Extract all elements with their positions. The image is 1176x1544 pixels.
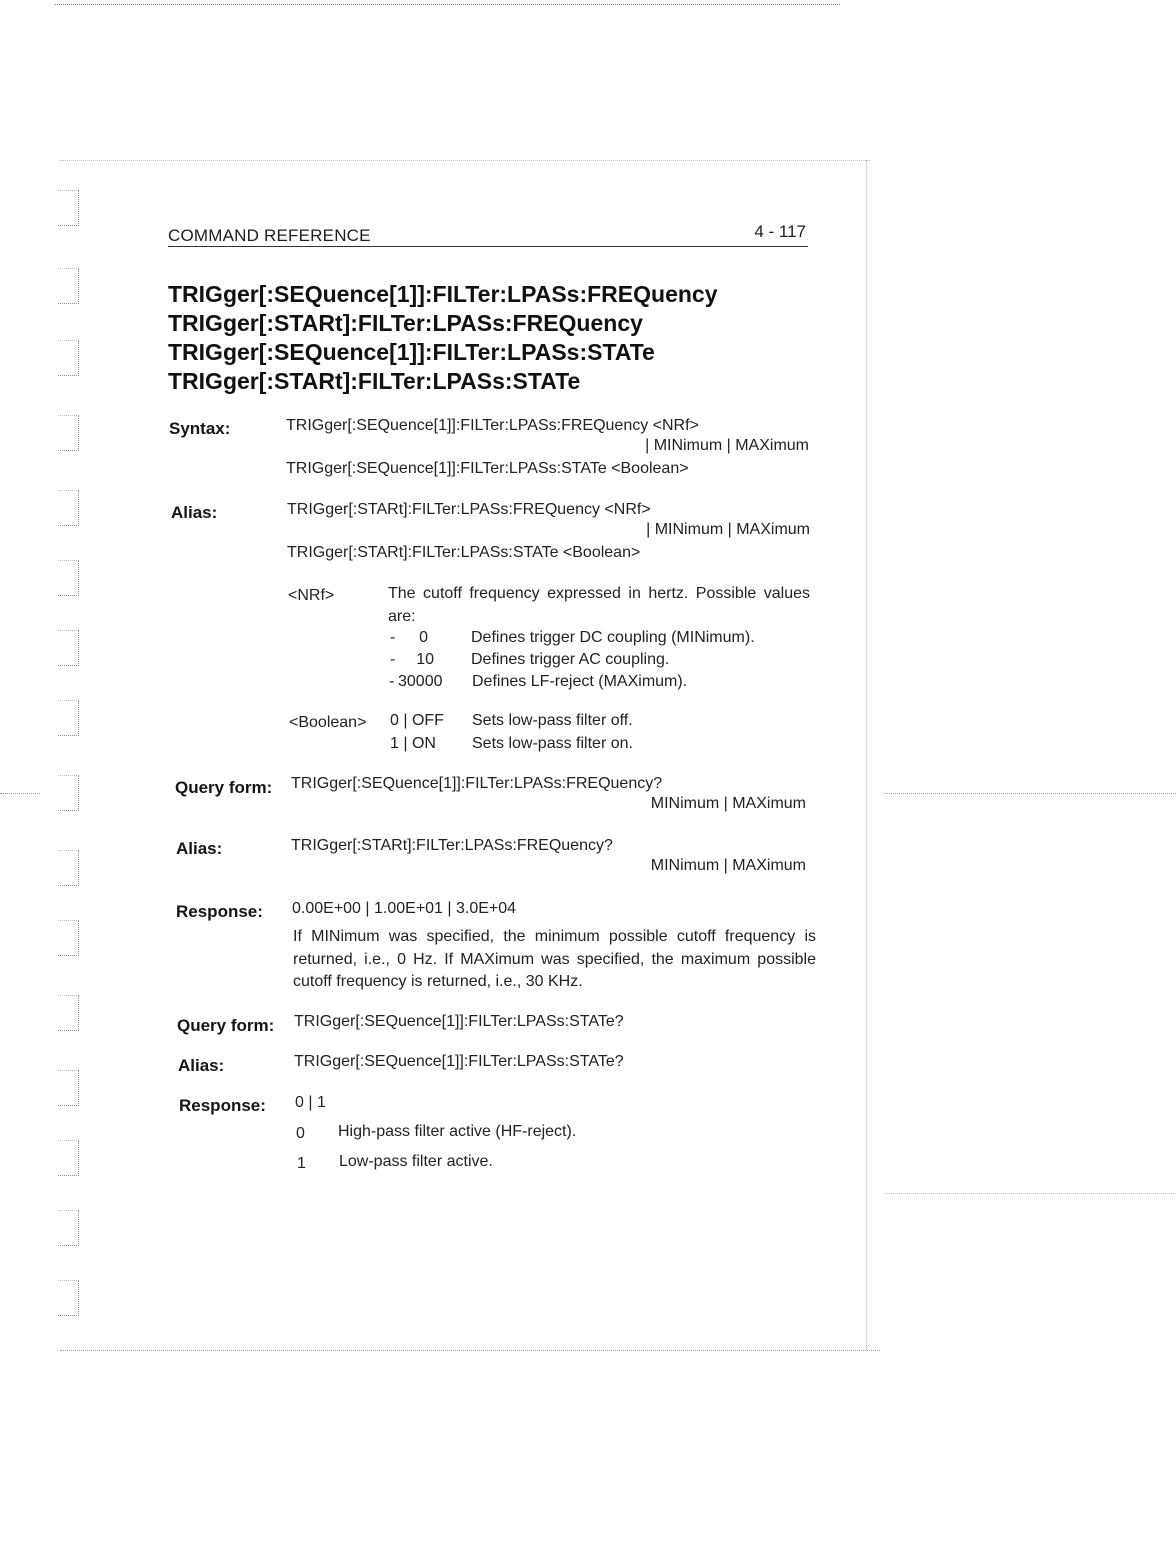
nrf-description: The cutoff frequency expressed in hertz. Possible values are:: [388, 585, 810, 625]
query-form-continuation: MINimum | MAXimum: [650, 795, 806, 812]
page-number: 4 - 117: [754, 222, 806, 241]
scan-line-right: [885, 793, 1176, 794]
response-item-meaning: Low-pass filter active.: [339, 1153, 493, 1170]
page-frame-bottom: [60, 1350, 880, 1351]
command-title: TRIGger[:SEQuence[1]]:FILTer:LPASs:STATe: [168, 339, 655, 365]
nrf-value: 10: [416, 651, 434, 668]
syntax-line-continuation: | MINimum | MAXimum: [645, 437, 809, 454]
response-item-value: 1: [297, 1155, 306, 1172]
page-frame-right: [866, 160, 867, 1350]
syntax-line: TRIGger[:SEQuence[1]]:FILTer:LPASs:FREQuency <NRf>: [286, 417, 699, 434]
alias-label: Alias:: [171, 503, 218, 522]
nrf-value: 30000: [398, 673, 443, 690]
response-item-meaning: High-pass filter active (HF-reject).: [338, 1123, 577, 1140]
page-frame-top: [60, 160, 870, 161]
alias-line-continuation: MINimum | MAXimum: [650, 857, 806, 874]
boolean-meaning: Sets low-pass filter on.: [472, 735, 633, 752]
boolean-param: <Boolean>: [289, 714, 367, 731]
boolean-meaning: Sets low-pass filter off.: [472, 712, 633, 729]
response-description: If MINimum was specified, the minimum possible cutoff frequency is returned, i.e., 0 Hz. If MAXimum was specified, the maximum possible cutoff frequency is returned, i.e., 30 KHz.: [293, 928, 816, 990]
nrf-value: 0: [419, 629, 428, 646]
section-title: COMMAND REFERENCE: [168, 226, 371, 245]
alias-line: TRIGger[:STARt]:FILTer:LPASs:FREQuency?: [291, 837, 613, 854]
command-title: TRIGger[:STARt]:FILTer:LPASs:STATe: [168, 368, 581, 394]
alias-label: Alias:: [176, 839, 223, 858]
nrf-meaning: Defines trigger AC coupling.: [471, 651, 670, 668]
response-item-value: 0: [296, 1125, 305, 1142]
query-form-line: TRIGger[:SEQuence[1]]:FILTer:LPASs:FREQuency?: [291, 775, 663, 792]
response-label: Response:: [176, 902, 263, 921]
running-header: [168, 224, 808, 247]
boolean-value: 1 | ON: [390, 735, 436, 752]
alias-line-continuation: | MINimum | MAXimum: [646, 521, 810, 538]
response-values: 0.00E+00 | 1.00E+01 | 3.0E+04: [292, 900, 517, 917]
command-titles: [168, 280, 718, 396]
query-form-label: Query form:: [175, 778, 273, 797]
scan-line-left: [0, 793, 40, 794]
response-values: 0 | 1: [295, 1094, 326, 1111]
command-title: TRIGger[:STARt]:FILTer:LPASs:FREQuency: [168, 310, 643, 336]
query-form-line: TRIGger[:SEQuence[1]]:FILTer:LPASs:STATe?: [294, 1013, 624, 1030]
boolean-value: 0 | OFF: [390, 712, 444, 729]
response-label: Response:: [179, 1096, 266, 1115]
syntax-label: Syntax:: [169, 419, 231, 438]
nrf-meaning: Defines trigger DC coupling (MINimum).: [471, 629, 755, 646]
alias-line: TRIGger[:STARt]:FILTer:LPASs:STATe <Boolean>: [287, 544, 641, 561]
command-title: TRIGger[:SEQuence[1]]:FILTer:LPASs:FREQuency: [168, 281, 718, 307]
nrf-dash: -: [390, 629, 396, 646]
nrf-dash: -: [390, 651, 396, 668]
binding-holes: [58, 190, 88, 1320]
syntax-line: TRIGger[:SEQuence[1]]:FILTer:LPASs:STATe <Boolean>: [286, 460, 689, 477]
scan-line-right-lower: [885, 1193, 1176, 1194]
nrf-dash: -: [389, 673, 395, 690]
alias-line: TRIGger[:STARt]:FILTer:LPASs:FREQuency <NRf>: [287, 501, 651, 518]
scan-edge-top: [55, 4, 840, 5]
query-form-label: Query form:: [177, 1016, 275, 1035]
nrf-meaning: Defines LF-reject (MAXimum).: [472, 673, 688, 690]
alias-line: TRIGger[:SEQuence[1]]:FILTer:LPASs:STATe?: [294, 1053, 624, 1070]
nrf-param: <NRf>: [288, 587, 335, 604]
alias-label: Alias:: [178, 1056, 225, 1075]
